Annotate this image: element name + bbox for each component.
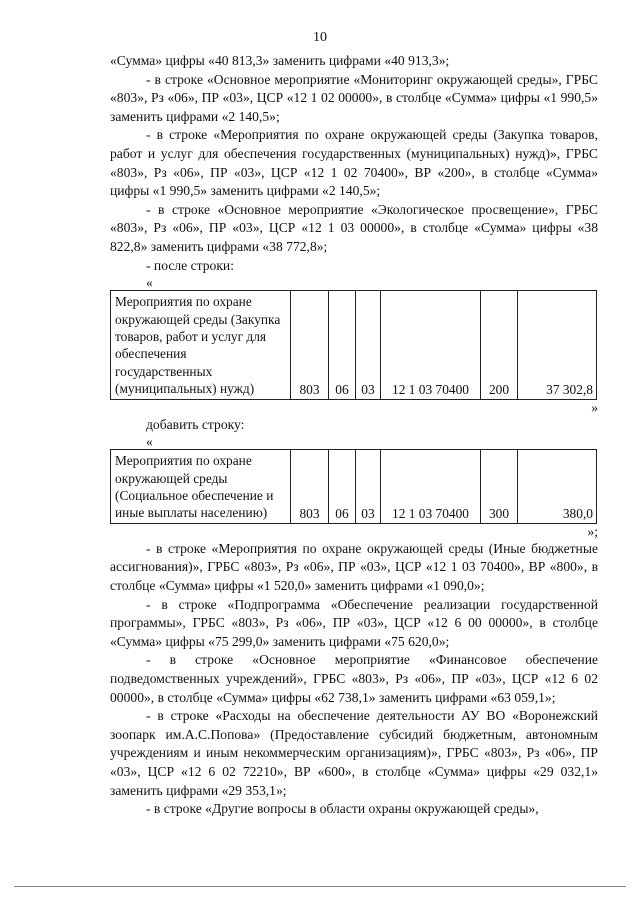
paragraph: - в строке «Подпрограмма «Обеспечение реализации государственной программы», ГРБС «803», Рз «06», ПР «03», ЦСР «12 6 00 00000», в столбце «Сумма» цифры «75 299,0» заменить цифрами «75 620,0»; [110,596,598,649]
table-row [111,450,597,524]
row-name-cell: Мероприятия по охране окружающей среды (Социальное обеспечение и иные выплаты населению) [111,450,291,524]
paragraph: - в строке «Основное мероприятие «Мониторинг окружающей среды», ГРБС «803», Рз «06», ПР «03», ЦСР «12 1 02 00000», в столбце «Сумма» цифры «1 990,5» заменить цифрами «2 140,5»; [110,71,598,124]
pr-cell: 03 [356,450,381,524]
page-number: 10 [313,30,327,45]
grbs-cell: 803 [291,291,329,399]
add-row-label: добавить строку: [146,416,245,432]
csr-cell: 12 1 03 70400 [381,291,481,399]
budget-row-table-existing [110,290,597,399]
grbs-cell: 803 [291,450,329,524]
page-bottom-rule [14,886,626,887]
table-row [111,291,597,399]
paragraph: - в строке «Другие вопросы в области охраны окружающей среды», [146,801,539,817]
rz-cell: 06 [329,291,356,399]
close-quote: » [591,399,598,415]
rz-cell: 06 [329,450,356,524]
paragraph: - в строке «Основное мероприятие «Финансовое обеспечение подведомственных учреждений», ГРБС «803», Рз «06», ПР «03», ЦСР «12 6 02 00000», в столбце «Сумма» цифры «62 738,1» заменить цифрами «63 059,1»; [110,652,598,705]
vr-cell: 200 [481,291,518,399]
row-name-cell: Мероприятия по охране окружающей среды (Закупка товаров, работ и услуг для обеспечения государственных (муниципальных) нужд) [111,291,291,399]
csr-cell: 12 1 03 70400 [381,450,481,524]
paragraph: «Сумма» цифры «40 813,3» заменить цифрами «40 913,3»; [110,53,450,68]
paragraph: - в строке «Расходы на обеспечение деятельности АУ ВО «Воронежский зоопарк им.А.С.Попова» (Предоставление субсидий бюджетным, автономным учреждениям и иным некоммерческим организациям)», ГРБС «803», Рз «06», ПР «03», ЦСР «12 6 02 72210», ВР «600», в столбце «Сумма» цифры «29 032,1» заменить цифрами «29 353,1»; [110,708,598,798]
paragraph: - в строке «Основное мероприятие «Экологическое просвещение», ГРБС «803», Рз «06», ПР «03», ЦСР «12 1 03 00000», в столбце «Сумма» цифры «38 822,8» заменить цифрами «38 772,8»; [110,201,598,254]
after-row-label: - после строки: [146,257,234,273]
paragraph: - в строке «Мероприятия по охране окружающей среды (Закупка товаров, работ и услуг для обеспечения государственных (муниципальных) нужд)», ГРБС «803», Рз «06», ПР «03», ЦСР «12 1 02 70400», ВР «200», в столбце «Сумма» цифры «1 990,5» заменить цифрами «2 140,5»; [110,127,598,199]
open-quote: « [146,275,153,291]
sum-cell: 380,0 [518,450,597,524]
open-quote: « [146,434,153,450]
vr-cell: 300 [481,450,518,524]
document-body [110,52,598,819]
budget-row-table-added [110,449,597,524]
sum-cell: 37 302,8 [518,291,597,399]
close-quote: »; [587,523,598,539]
pr-cell: 03 [356,291,381,399]
paragraph: - в строке «Мероприятия по охране окружающей среды (Иные бюджетные ассигнования)», ГРБС «803», Рз «06», ПР «03», ЦСР «12 1 03 70400», ВР «800», в столбце «Сумма» цифры «1 520,0» заменить цифрами «1 090,0»; [110,540,598,593]
